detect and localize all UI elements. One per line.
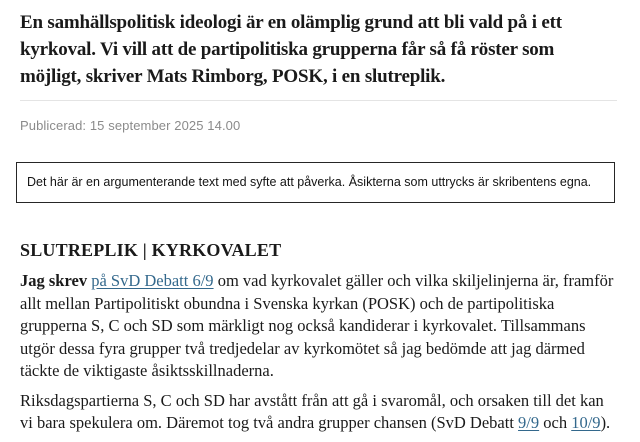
paragraph-1-text: om vad kyrkovalet gäller och vilka skiljelinjerna är, framför allt mellan Partipolitiskt obundna i Svenska kyrkan (POSK) och de partipolitiska grupperna S, C och SD som märkligt nog också kandiderar i kyrkovalet. Tillsammans utgör dessa fyra grupper två tredjedelar av kyrkomötet så jag bedömde att jag därmed täckte de viktigaste åsiktsskillnaderna. <box>20 271 614 380</box>
kicker-heading: SLUTREPLIK | KYRKOVALET <box>20 240 282 260</box>
link-svd-debatt-6-9[interactable]: på SvD Debatt 6/9 <box>91 271 214 290</box>
published-timestamp: Publicerad: 15 september 2025 14.00 <box>20 118 241 133</box>
paragraph-2-text-after: ). <box>600 413 611 432</box>
opinion-disclaimer-text: Det här är en argumenterande text med syfte att påverka. Åsikterna som uttrycks är skribentens egna. <box>27 175 592 189</box>
paragraph-2-text-between: och <box>539 413 572 432</box>
paragraph-2-text-before: Riksdagspartierna S, C och SD har avstått från att gå i svaromål, och orsaken till det kan vi bara spekulera om. Däremot tog två andra grupper chansen (SvD Debatt <box>20 390 604 432</box>
paragraph-lead-in: Jag skrev <box>20 271 88 290</box>
article-paragraph-1 <box>20 270 617 383</box>
opinion-disclaimer-box <box>16 162 615 203</box>
article-paragraph-2 <box>20 390 617 435</box>
article-standfirst: En samhällspolitisk ideologi är en olämplig grund att bli vald på i ett kyrkoval. Vi vill att de partipolitiska grupperna får så få röster som möjligt, skriver Mats Rimborg, POSK, i en slutreplik. <box>20 12 562 87</box>
divider <box>20 100 617 101</box>
link-svd-debatt-10-9[interactable]: 10/9 <box>571 413 601 432</box>
link-svd-debatt-9-9[interactable]: 9/9 <box>518 413 540 432</box>
